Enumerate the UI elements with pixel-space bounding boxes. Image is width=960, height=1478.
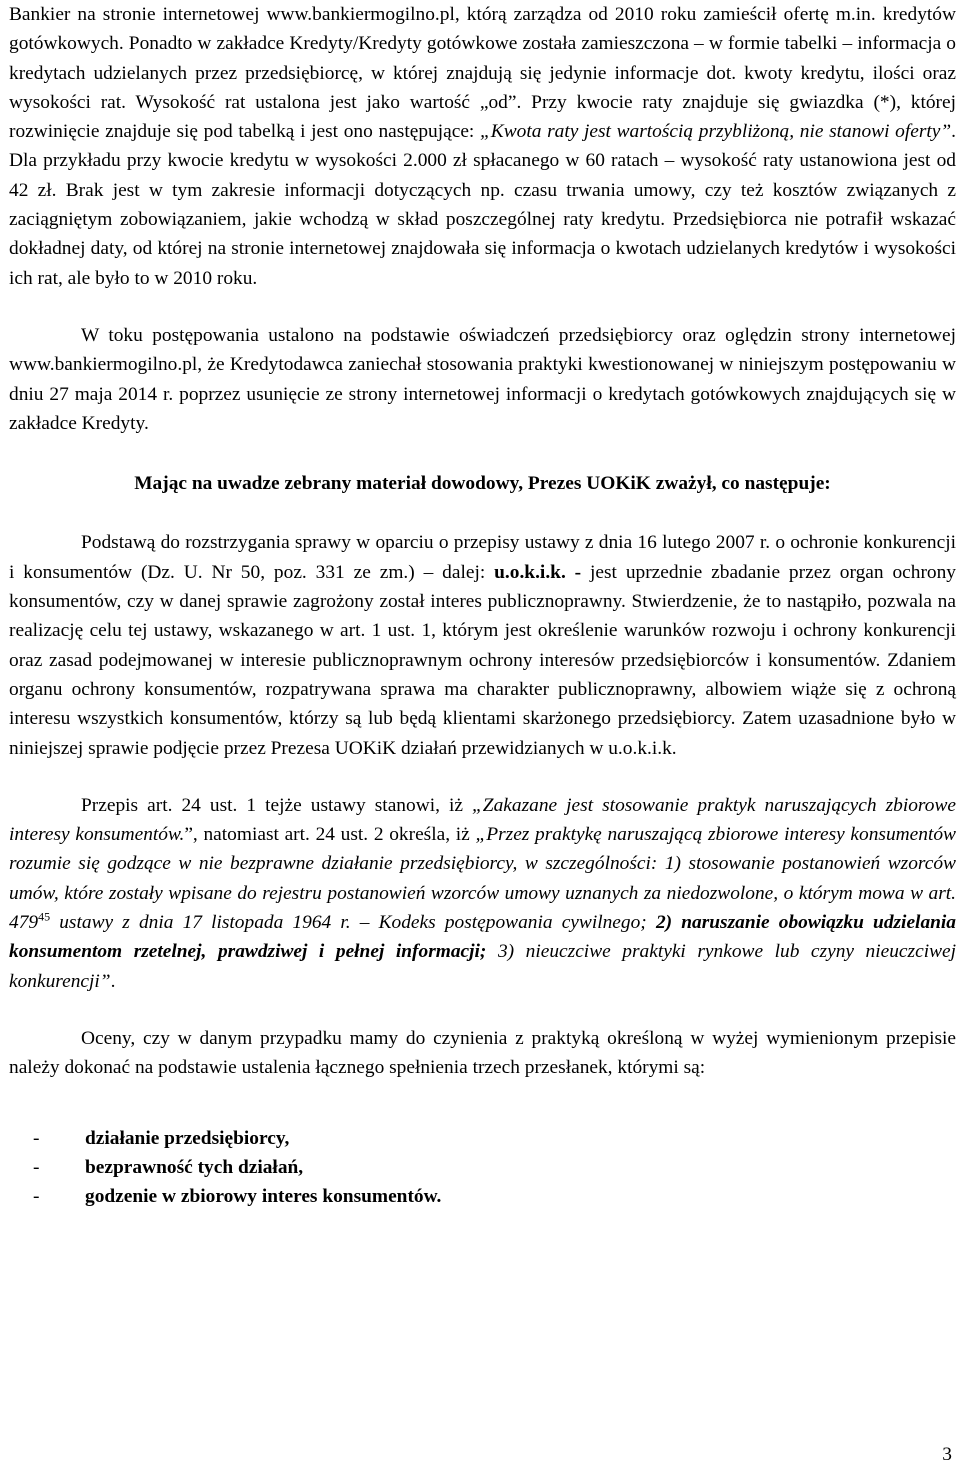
document-page xyxy=(9,0,956,1211)
italic-quote: ustawy z dnia 17 listopada 1964 r. – Kodeks postępowania cywilnego; xyxy=(50,912,647,934)
list-item xyxy=(9,1153,956,1182)
section-heading: Mając na uwadze zebrany materiał dowodowy, Prezes UOKiK zważył, co następuje: xyxy=(134,473,831,495)
paragraph-text: . xyxy=(110,970,116,992)
list-dash: - xyxy=(33,1127,40,1149)
list-dash: - xyxy=(33,1156,40,1178)
paragraph-text: ”, natomiast art. 24 ust. 2 określa, iż xyxy=(184,824,476,846)
paragraph-text: Przepis art. 24 ust. 1 tejże ustawy stanowi, iż xyxy=(81,794,473,816)
paragraph-text: jest uprzednie zbadanie przez organ ochrony konsumentów, czy w danej sprawie zagrożony został interes publicznoprawny. Stwierdzenie, że to nastąpiło, pozwala na realizację celu tej ustawy, wskazanego w art. 1 ust. 1, którym jest określenie warunków rozwoju i ochrony konkurencji oraz zasad podejmowanej w interesie publicznoprawnym ochrony interesów przedsiębiorców i konsumentów. Zdaniem organu ochrony konsumentów, rozpatrywana sprawa ma charakter publicznoprawny, albowiem wiąże się z ochroną interesu wszystkich konsumentów, którzy są lub będą klientami skarżonego przedsiębiorcy. Zatem uzasadnione było w niniejszej sprawie podjęcie przez Prezesa UOKiK działań przewidzianych w u.o.k.i.k. xyxy=(9,561,957,759)
premises-list xyxy=(9,1124,956,1212)
list-item-text: bezprawność tych działań, xyxy=(85,1156,304,1178)
italic-quote: „Zakazane jest stosowanie praktyk naruszających zbiorowe interesy konsumentów. xyxy=(9,794,956,846)
list-item xyxy=(9,1182,956,1211)
list-item-text: godzenie w zbiorowy interes konsumentów. xyxy=(85,1186,442,1208)
superscript: 45 xyxy=(38,909,51,924)
paragraph-text: Bankier na stronie internetowej www.bankiermogilno.pl, którą zarządza od 2010 roku zamieścił ofertę m.in. kredytów gotówkowych. Ponadto w zakładce Kredyty/Kredyty gotówkowe została zamieszczona – w formie tabelki – informacja o kredytach udzielanych przez przedsiębiorcę, w której znajdują się jedynie informacje dot. kwoty kredytu, ilości oraz wysokości rat. Wysokość rat ustalona jest jako wartość „od”. Przy kwocie raty znajduje się gwiazdka (*), której rozwinięcie znajduje się pod tabelką i jest ono następujące: xyxy=(9,4,956,143)
paragraph-proceedings-findings: W toku postępowania ustalono na podstawie oświadczeń przedsiębiorcy oraz oględzin strony internetowej www.bankiermogilno.pl, że Kredytodawca zaniechał stosowania praktyki kwestionowanej w niniejszym postępowaniu w dniu 27 maja 2014 r. poprzez usunięcie ze strony internetowej informacji o kredytach gotówkowych znajdujących się w zakładce Kredyty. xyxy=(9,324,956,434)
italic-quote: „Kwota raty jest wartością przybliżoną, nie stanowi oferty” xyxy=(479,121,952,143)
italic-quote: 2) naruszanie obowiązku udzielania konsumentom rzetelnej, prawdziwej i pełnej informacji; xyxy=(9,912,957,963)
paragraph-article-24 xyxy=(9,791,956,996)
italic-quote: 3) nieuczciwe praktyki rynkowe lub czyny nieuczciwej konkurencji” xyxy=(9,941,957,992)
list-item-text: działanie przedsiębiorcy, xyxy=(85,1127,290,1149)
list-item xyxy=(9,1124,956,1153)
page-number: 3 xyxy=(942,1444,952,1465)
paragraph-text: Podstawą do rozstrzygania sprawy w oparciu o przepisy ustawy z dnia 16 lutego 2007 r. o ochronie konkurencji i konsumentów (Dz. U. Nr 50, poz. 331 ze zm.) – dalej: xyxy=(9,532,956,583)
paragraph-premises-intro: Oceny, czy w danym przypadku mamy do czynienia z praktyką określoną w wyżej wymienionym przepisie należy dokonać na podstawie ustalenia łącznego spełnienia trzech przesłanek, którymi są: xyxy=(9,1027,956,1079)
paragraph-legal-basis xyxy=(9,528,956,762)
list-dash: - xyxy=(33,1186,40,1208)
italic-quote: „Przez praktykę naruszającą zbiorowe interesy konsumentów rozumie się godzące w nie bezprawne działanie przedsiębiorcy, w szczególności: 1) stosowanie postanowień wzorców umów, które zostały wpisane do rejestru postanowień wzorców umowy uznanych za niedozwolone, o którym mowa w art. 479 xyxy=(9,824,956,934)
bold-abbreviation: u.o.k.i.k. - xyxy=(494,561,582,583)
paragraph-text: . Dla przykładu przy kwocie kredytu w wysokości 2.000 zł spłacanego w 60 ratach – wysokość raty ustanowiona jest od 42 zł. Brak jest w tym zakresie informacji dotyczących np. czasu trwania umowy, czy też kosztów związanych z zaciągniętym zobowiązaniem, jakie wchodzą w skład poszczególnej raty kredytu. Przedsiębiorca nie potrafił wskazać dokładnej daty, od której na stronie internetowej znajdowała się informacja o kwotach udzielanych kredytów i wysokości ich rat, ale było to w 2010 roku. xyxy=(9,121,956,289)
paragraph-bank-website-offer xyxy=(9,0,956,293)
